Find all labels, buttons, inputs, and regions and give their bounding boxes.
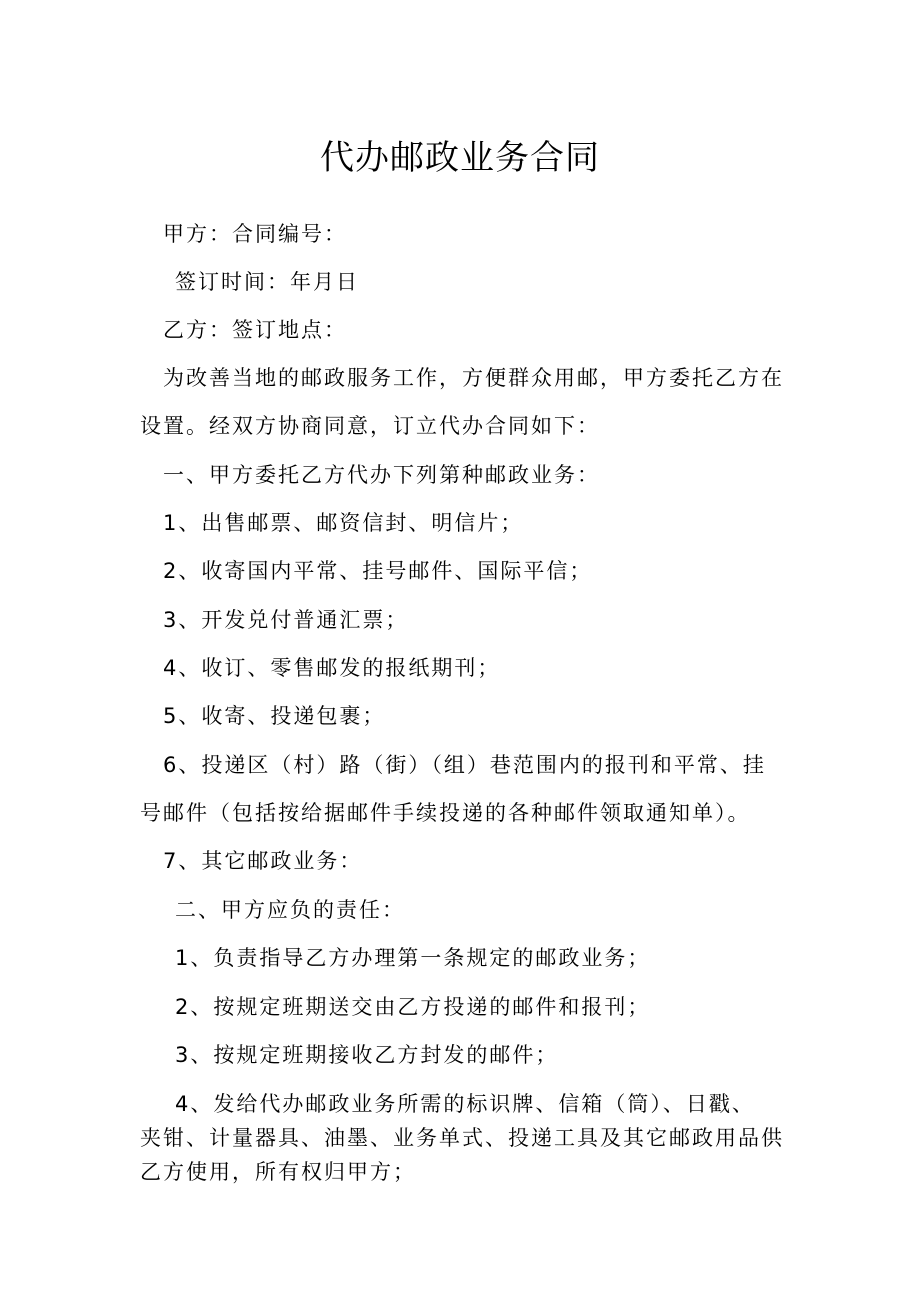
section-one-item-6-line-2: 号邮件（包括按给据邮件手续投递的各种邮件领取通知单）。: [140, 801, 751, 825]
section-one-item-2: 2、收寄国内平常、挂号邮件、国际平信；: [163, 559, 593, 583]
section-one-item-6-line-1: 6、投递区（村）路（街）（组）巷范围内的报刊和平常、挂: [163, 753, 766, 777]
section-one-item-4: 4、收订、零售邮发的报纸期刊；: [163, 656, 501, 680]
section-two-item-1: 1、负责指导乙方办理第一条规定的邮政业务；: [175, 946, 651, 970]
section-one-item-7: 7、其它邮政业务：: [163, 849, 363, 873]
section-two-item-3: 3、按规定班期接收乙方封发的邮件；: [175, 1043, 559, 1067]
section-one-item-3: 3、开发兑付普通汇票；: [163, 608, 409, 632]
section-one-heading: 一、甲方委托乙方代办下列第种邮政业务：: [163, 463, 600, 487]
preamble-line-2: 设置。经双方协商同意，订立代办合同如下：: [140, 414, 600, 438]
section-two-item-4-line-2: 夹钳、计量器具、油墨、业务单式、投递工具及其它邮政用品供: [140, 1126, 784, 1150]
section-two-heading: 二、甲方应负的责任：: [175, 898, 405, 922]
section-two-item-4-line-1: 4、发给代办邮政业务所需的标识牌、信箱（筒）、日戳、: [175, 1092, 755, 1116]
party-a-contract-number-line: 甲方：合同编号：: [163, 222, 347, 246]
preamble-line-1: 为改善当地的邮政服务工作，方便群众用邮，甲方委托乙方在: [163, 366, 784, 390]
section-one-item-1: 1、出售邮票、邮资信封、明信片；: [163, 511, 524, 535]
document-title: 代办邮政业务合同: [320, 138, 600, 178]
section-one-item-5: 5、收寄、投递包裹；: [163, 704, 386, 728]
signing-date-line: 签订时间：年月日: [175, 270, 359, 294]
party-b-signing-place-line: 乙方：签订地点：: [163, 318, 347, 342]
section-two-item-2: 2、按规定班期送交由乙方投递的邮件和报刊；: [175, 995, 651, 1019]
section-two-item-4-line-3: 乙方使用，所有权归甲方；: [140, 1160, 416, 1184]
